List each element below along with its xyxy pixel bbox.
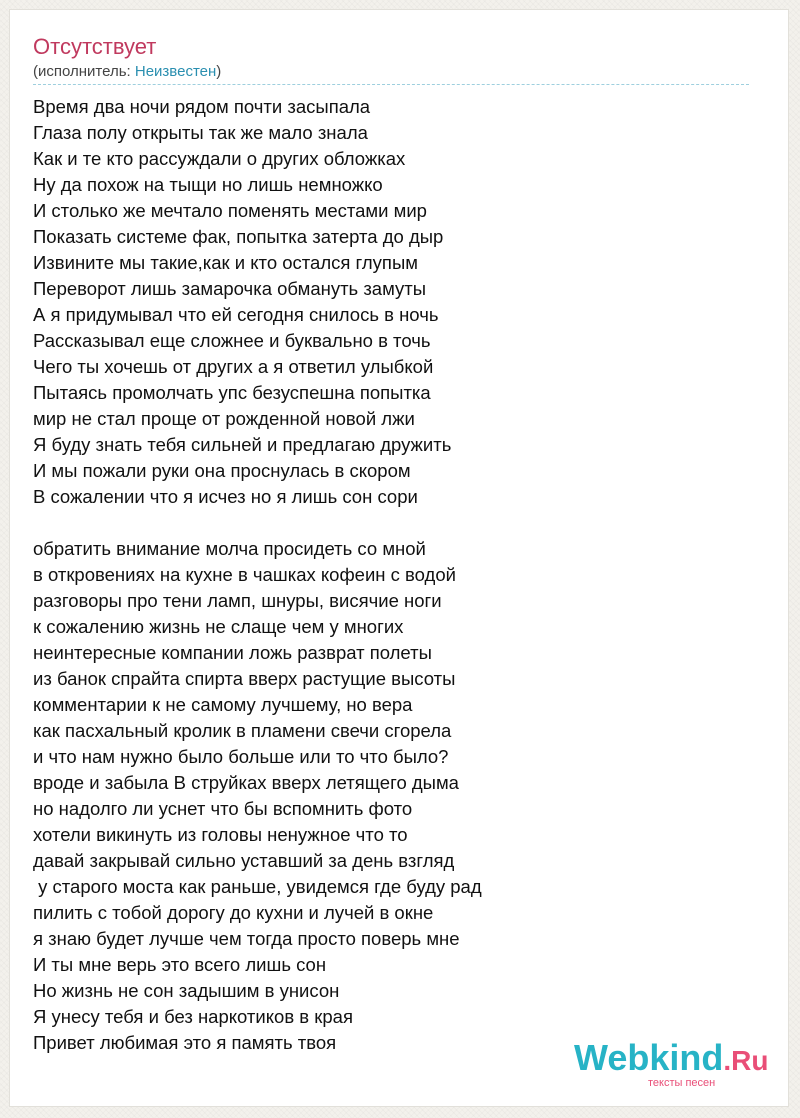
artist-line [33,63,221,81]
stanza-gap [33,510,753,536]
lyric-line: хотели викинуть из головы ненужное что то [33,824,408,845]
lyric-line: Но жизнь не сон задышим в унисон [33,980,340,1001]
lyric-line: мир не стал проще от рожденной новой лжи [33,408,415,429]
artist-link[interactable]: Неизвестен [134,63,217,80]
lyric-line: Время два ночи рядом почти засыпала [33,96,371,117]
artist-prefix: (исполнитель: [33,63,135,80]
lyric-line: комментарии к не самому лучшему, но вера [33,694,413,715]
lyric-line: неинтересные компании ложь разврат полеты [33,642,432,663]
lyric-line: в откровениях на кухне в чашках кофеин с водой [33,564,456,585]
lyric-line: у старого моста как раньше, увидемся где буду рад [33,876,482,897]
lyric-line: Ну да похож на тыщи но лишь немножко [33,174,383,195]
lyric-line: обратить внимание молча просидеть со мной [33,538,426,559]
lyric-line: к сожалению жизнь не слаще чем у многих [33,616,404,637]
logo-name: Webkind [574,1037,724,1078]
title-divider [33,84,749,85]
lyric-line: как пасхальный кролик в пламени свечи сгорела [33,720,452,741]
logo-tagline: тексты песен [648,1077,716,1089]
song-title: Отсутствует [33,34,157,59]
lyric-line: Переворот лишь замарочка обмануть замуты [33,278,427,299]
logo-wordmark [574,1038,768,1081]
lyric-line: из банок спрайта спирта вверх растущие высоты [33,668,456,689]
lyric-line: вроде и забыла В струйках вверх летящего дыма [33,772,459,793]
site-logo[interactable] [574,1038,774,1098]
lyric-line: я знаю будет лучше чем тогда просто поверь мне [33,928,460,949]
lyric-line: давай закрывай сильно уставший за день взгляд [33,850,455,871]
lyric-line: И мы пожали руки она проснулась в скором [33,460,411,481]
lyric-line: Показать системе фак, попытка затерта до дыр [33,226,444,247]
lyric-line: разговоры про тени ламп, шнуры, висячие ноги [33,590,442,611]
lyric-line: Глаза полу открыты так же мало знала [33,122,368,143]
lyric-line: но надолго ли уснет что бы вспомнить фото [33,798,413,819]
lyrics-text [33,94,753,1056]
lyric-line: Как и те кто рассуждали о других обложках [33,148,406,169]
lyric-line: И ты мне верь это всего лишь сон [33,954,327,975]
lyric-line: пилить с тобой дорогу до кухни и лучей в окне [33,902,434,923]
lyric-line: И столько же мечтало поменять местами мир [33,200,427,221]
lyric-line: Пытаясь промолчать упс безуспешна попытка [33,382,431,403]
lyric-line: Чего ты хочешь от других а я ответил улыбкой [33,356,434,377]
artist-suffix: ) [216,63,222,80]
lyric-line: и что нам нужно было больше или то что было? [33,746,449,767]
lyric-line: Привет любимая это я память твоя [33,1032,337,1053]
stanza-2 [33,536,753,1056]
lyric-line: А я придумывал что ей сегодня снилось в ночь [33,304,439,325]
lyric-line: Я буду знать тебя сильней и предлагаю дружить [33,434,452,455]
lyric-line: Рассказывал еще сложнее и буквально в точь [33,330,431,351]
lyric-line: В сожалении что я исчез но я лишь сон сори [33,486,418,507]
stanza-1 [33,94,753,510]
logo-domain: .Ru [723,1045,769,1076]
lyric-line: Извините мы такие,как и кто остался глупым [33,252,418,273]
lyric-line: Я унесу тебя и без наркотиков в края [33,1006,353,1027]
